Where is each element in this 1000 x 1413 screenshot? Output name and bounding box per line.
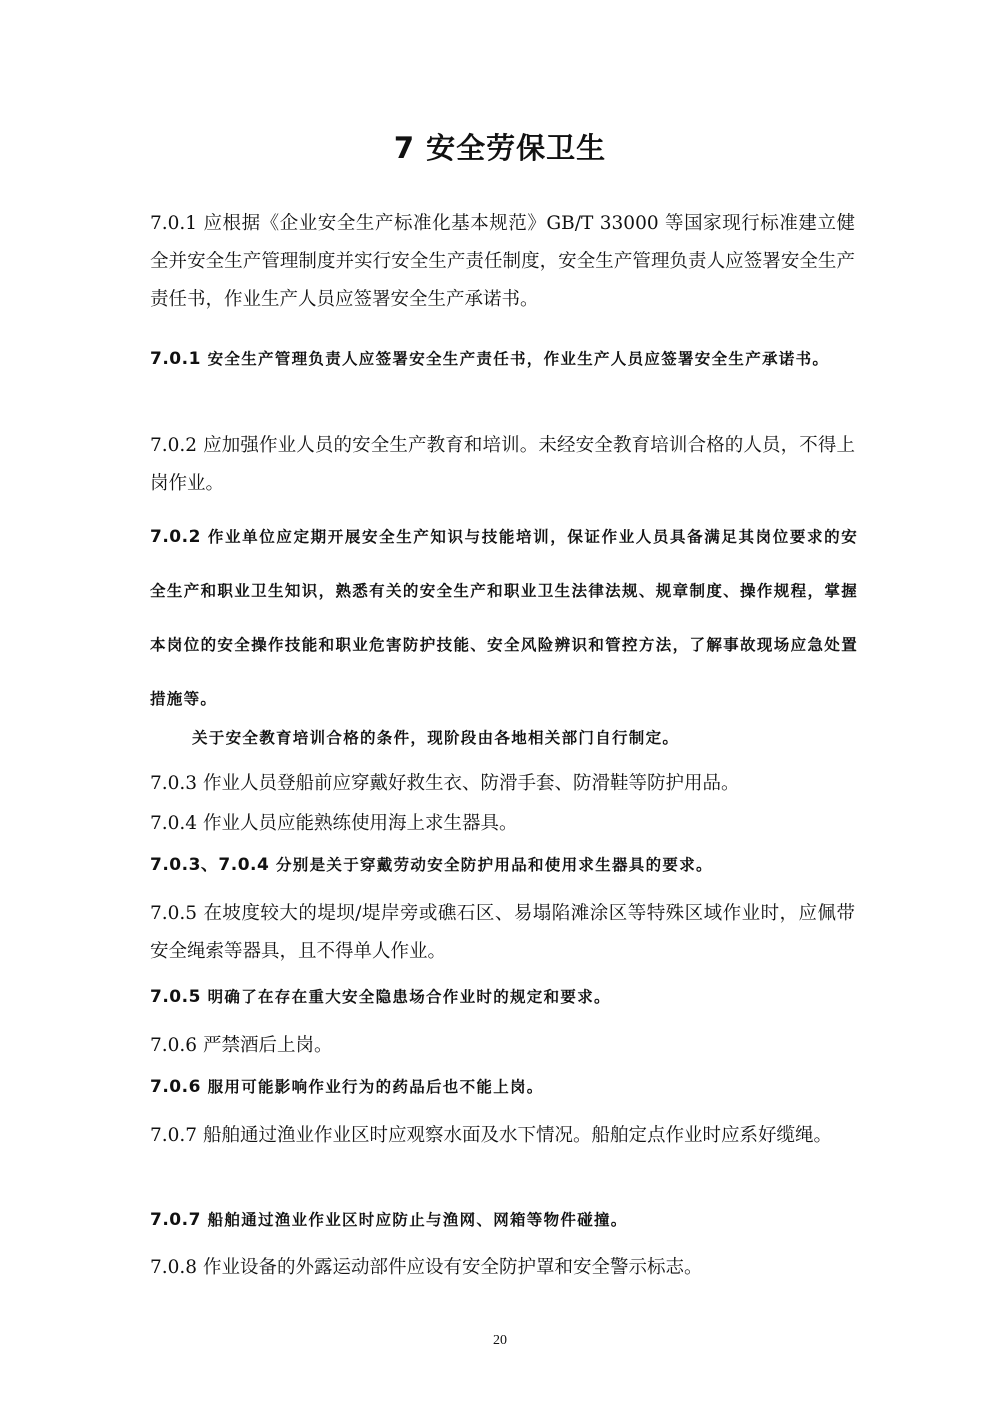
clause-text: 在坡度较大的堤坝/堤岸旁或礁石区、易塌陷滩涂区等特殊区域作业时，应佩带安全绳索等器具，且不得单人作业。: [150, 903, 855, 962]
note-7-0-3-7-0-4: [150, 848, 858, 882]
clause-text: 作业人员登船前应穿戴好救生衣、防滑手套、防滑鞋等防护用品。: [197, 773, 740, 794]
clause-text: 作业设备的外露运动部件应设有安全防护罩和安全警示标志。: [197, 1257, 703, 1278]
clause-7-0-1: [150, 205, 855, 319]
note-number: 7.0.5: [150, 987, 201, 1007]
note-text: 明确了在存在重大安全隐患场合作业时的规定和要求。: [200, 988, 611, 1006]
note-number: 7.0.7: [150, 1210, 201, 1230]
note-number: 7.0.2: [150, 527, 201, 547]
note-text: 安全生产管理负责人应签署安全生产责任书，作业生产人员应签署安全生产承诺书。: [200, 350, 830, 368]
clause-7-0-7: [150, 1117, 855, 1155]
page-number: 20: [493, 1333, 507, 1348]
clause-7-0-4: [150, 805, 855, 843]
clause-text: 船舶通过渔业作业区时应观察水面及水下情况。船舶定点作业时应系好缆绳。: [197, 1125, 832, 1146]
clause-7-0-2: [150, 427, 855, 503]
note-text: 服用可能影响作业行为的药品后也不能上岗。: [200, 1078, 544, 1096]
note-7-0-5: [150, 980, 858, 1014]
clause-number: 7.0.6: [150, 1035, 198, 1056]
clause-7-0-6: [150, 1027, 855, 1065]
note-number: 7.0.1: [150, 349, 201, 369]
clause-number: 7.0.7: [150, 1125, 198, 1146]
note-text: 分别是关于穿戴劳动安全防护用品和使用求生器具的要求。: [269, 856, 713, 874]
clause-text: 应加强作业人员的安全生产教育和培训。未经安全教育培训合格的人员，不得上岗作业。: [150, 435, 855, 494]
note-number: 7.0.6: [150, 1077, 201, 1097]
note-text: 关于安全教育培训合格的条件，现阶段由各地相关部门自行制定。: [192, 729, 680, 747]
clause-number: 7.0.4: [150, 813, 198, 834]
section-title: 7 安全劳保卫生: [393, 131, 607, 165]
note-7-0-2: [150, 510, 858, 726]
clause-number: 7.0.3: [150, 773, 198, 794]
clause-number: 7.0.2: [150, 435, 198, 456]
clause-text: 应根据《企业安全生产标准化基本规范》GB/T 33000 等国家现行标准建立健全并安全生产管理制度并实行安全生产责任制度，安全生产管理负责人应签署安全生产责任书，作业生产人员应签署安全生产承诺书。: [150, 213, 855, 310]
note-training-conditions: [192, 722, 852, 754]
clause-7-0-5: [150, 895, 855, 971]
clause-number: 7.0.8: [150, 1257, 198, 1278]
clause-7-0-3: [150, 765, 855, 803]
note-text: 船舶通过渔业作业区时应防止与渔网、网箱等物件碰撞。: [200, 1211, 628, 1229]
clause-text: 作业人员应能熟练使用海上求生器具。: [197, 813, 518, 834]
clause-number: 7.0.5: [150, 903, 198, 924]
note-text: 作业单位应定期开展安全生产知识与技能培训，保证作业人员具备满足其岗位要求的安全生产和职业卫生知识，熟悉有关的安全生产和职业卫生法律法规、规章制度、操作规程，掌握本岗位的安全操作技能和职业危害防护技能、安全风险辨识和管控方法，了解事故现场应急处置措施等。: [150, 528, 858, 708]
note-7-0-7: [150, 1203, 858, 1237]
clause-number: 7.0.1: [150, 213, 198, 234]
clause-text: 严禁酒后上岗。: [197, 1035, 333, 1056]
note-7-0-6: [150, 1070, 858, 1104]
note-7-0-1: [150, 334, 858, 384]
note-number: 7.0.3、7.0.4: [150, 855, 270, 875]
clause-7-0-8: [150, 1249, 855, 1287]
